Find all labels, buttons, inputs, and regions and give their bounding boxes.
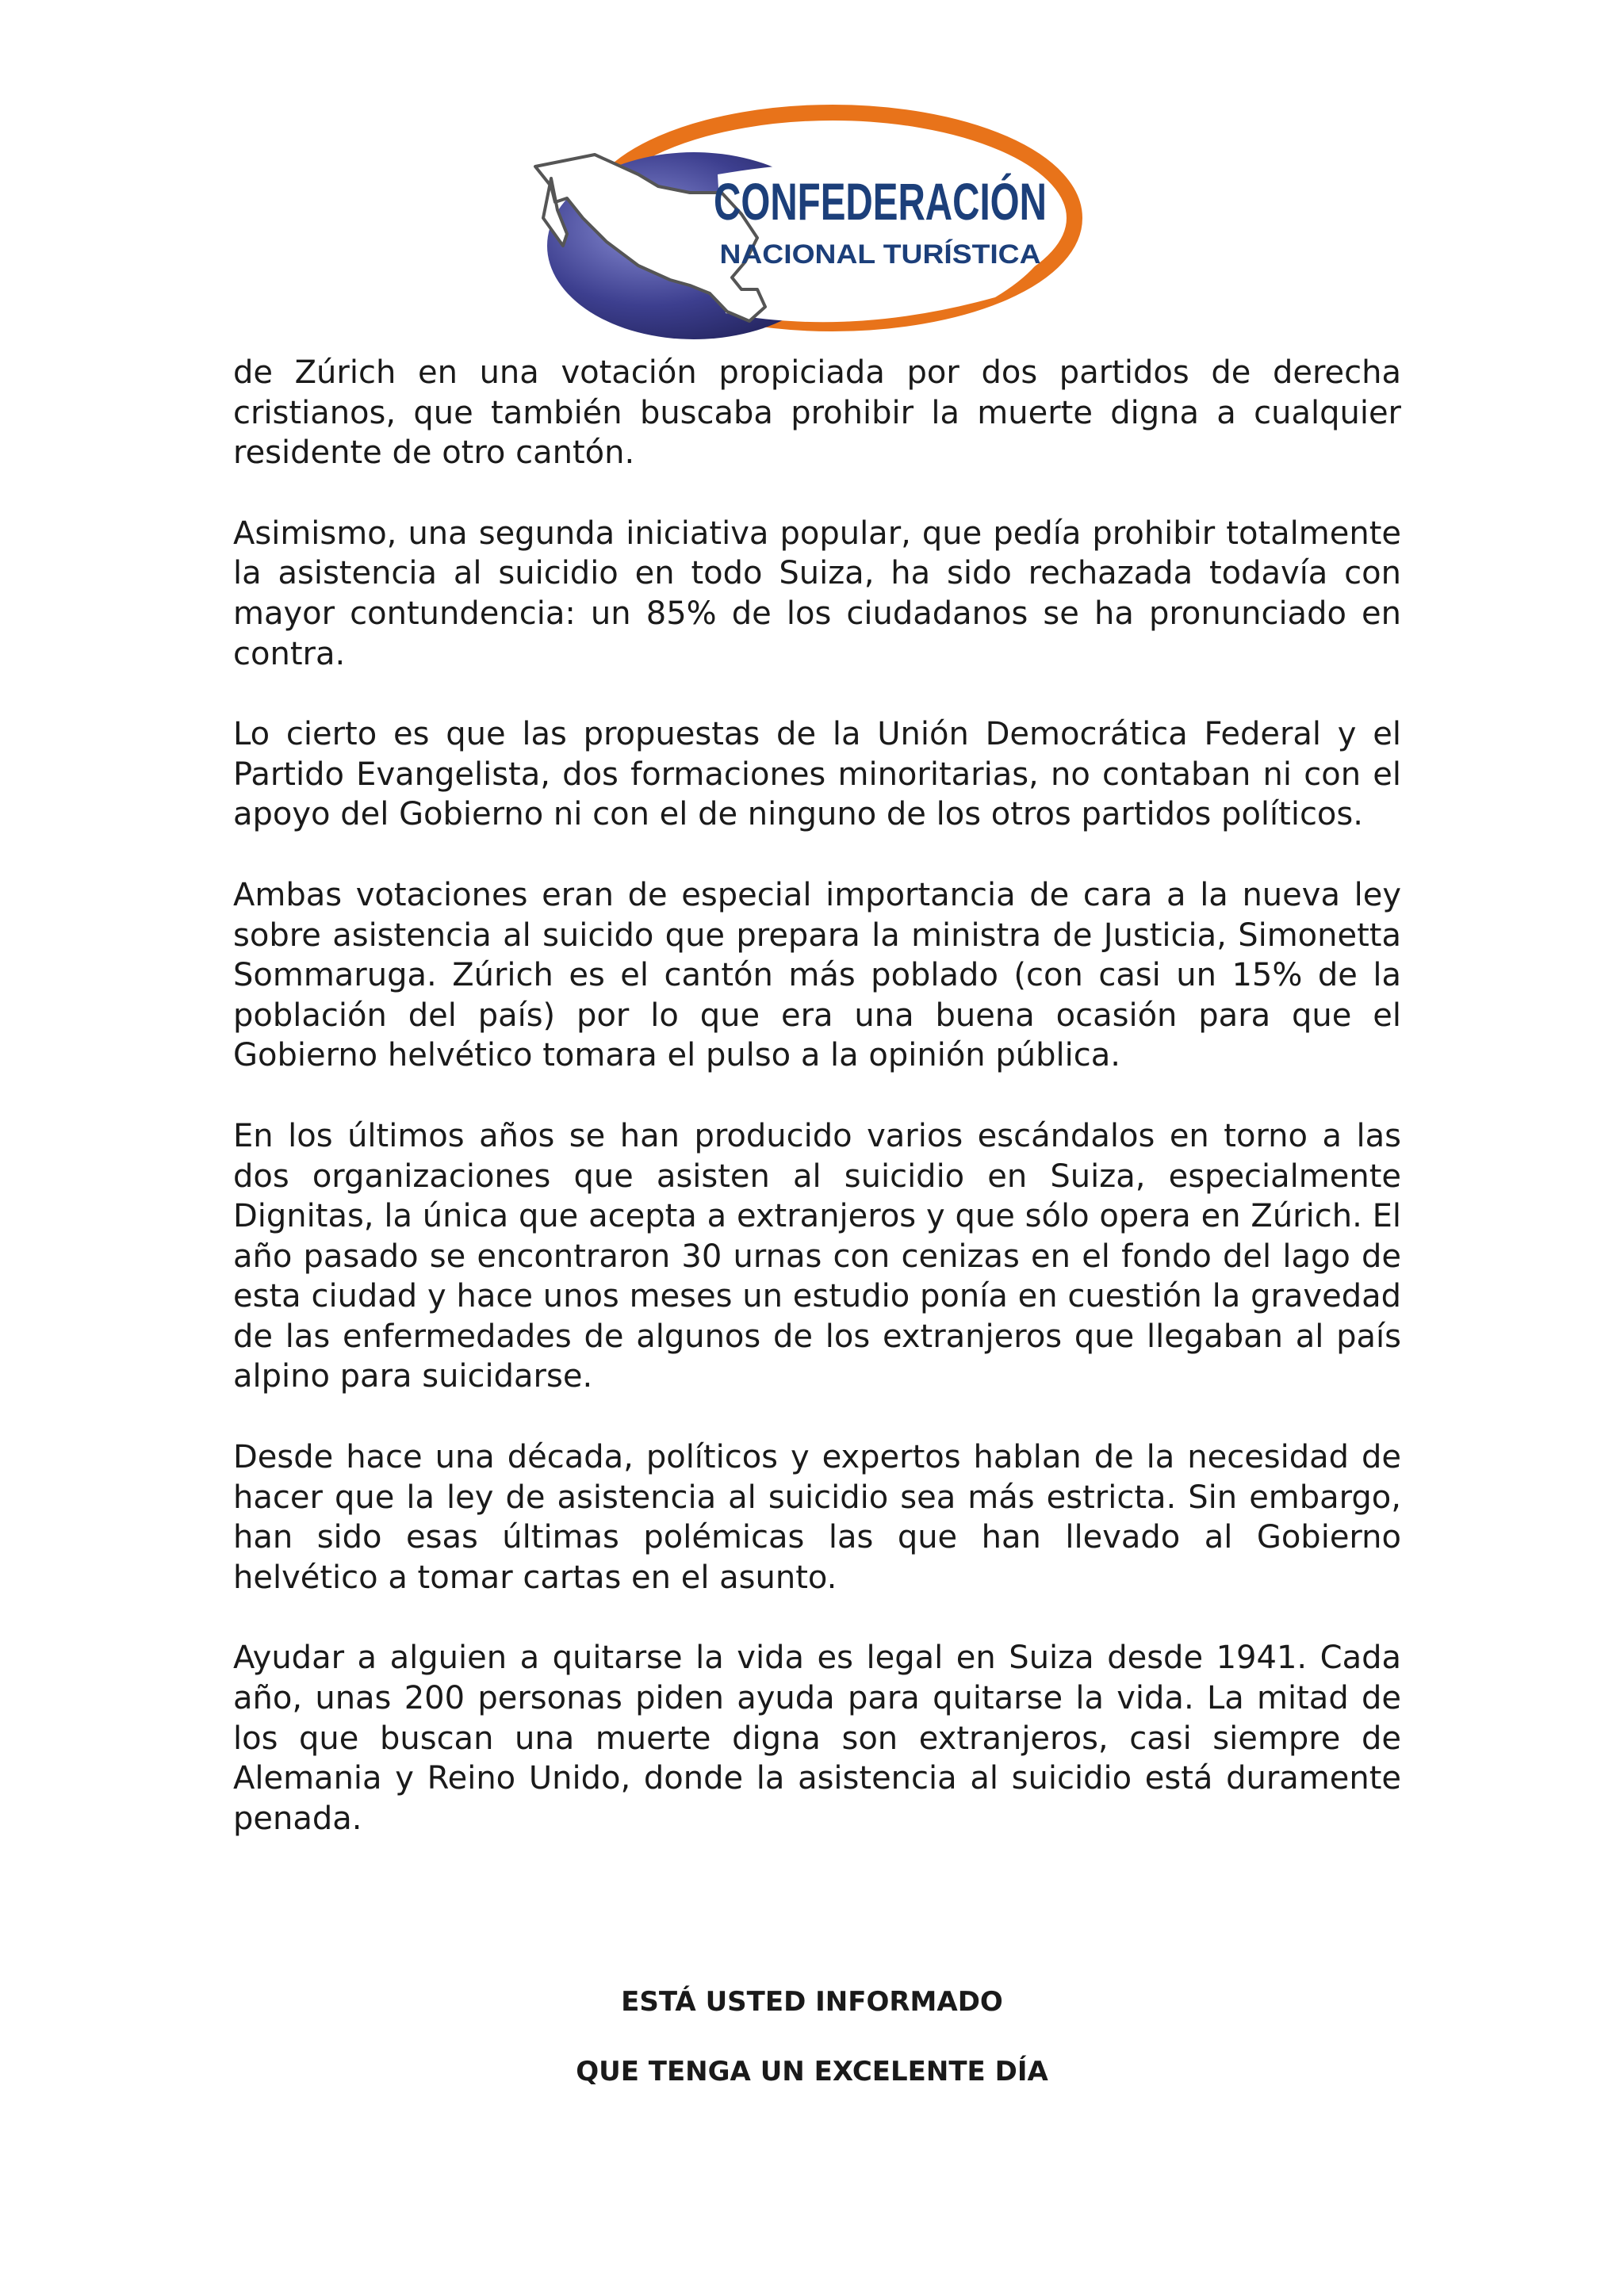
paragraph: Desde hace una década, políticos y expertos hablan de la necesidad de hacer que la ley de asistencia al suicidio sea más estricta. Sin embargo, han sido esas últimas polémicas las que han llevado al Gobierno helvético a tomar cartas en el asunto.	[233, 1439, 1401, 1596]
confederacion-logo	[519, 99, 1090, 345]
article-body	[233, 353, 1401, 1879]
closing-line-greeting: QUE TENGA UN EXCELENTE DÍA	[576, 2056, 1048, 2087]
paragraph: En los últimos años se han producido varios escándalos en torno a las dos organizaciones que asisten al suicidio en Suiza, especialmente Dignitas, la única que acepta a extranjeros y que sólo opera en Zúrich. El año pasado se encontraron 30 urnas con cenizas en el fondo del lago de esta ciudad y hace unos meses un estudio ponía en cuestión la gravedad de las enfermedades de algunos de los extranjeros que llegaban al país alpino para suicidarse.	[233, 1117, 1401, 1395]
logo-title-text: CONFEDERACIÓN	[714, 172, 1047, 231]
logo-subtitle-text: NACIONAL TURÍSTICA	[719, 239, 1041, 270]
closing-line-informed: ESTÁ USTED INFORMADO	[621, 1986, 1003, 2018]
paragraph: de Zúrich en una votación propiciada por dos partidos de derecha cristianos, que también buscaba prohibir la muerte digna a cualquier residente de otro cantón.	[233, 354, 1401, 472]
paragraph: Asimismo, una segunda iniciativa popular, que pedía prohibir totalmente la asistencia al suicidio en todo Suiza, ha sido rechazada todavía con mayor contundencia: un 85% de los ciudadanos se ha pronunciado en contra.	[233, 515, 1401, 672]
paragraph: Lo cierto es que las propuestas de la Unión Democrática Federal y el Partido Evangelista, dos formaciones minoritarias, no contaban ni con el apoyo del Gobierno ni con el de ninguno de los otros partidos políticos.	[233, 716, 1401, 833]
paragraph: Ambas votaciones eran de especial importancia de cara a la nueva ley sobre asistencia al suicido que prepara la ministra de Justicia, Simonetta Sommaruga. Zúrich es el cantón más poblado (con casi un 15% de la población del país) por lo que era una buena ocasión para que el Gobierno helvético tomara el pulso a la opinión pública.	[233, 876, 1401, 1074]
paragraph: Ayudar a alguien a quitarse la vida es legal en Suiza desde 1941. Cada año, unas 200 personas piden ayuda para quitarse la vida. La mitad de los que buscan una muerte digna son extranjeros, casi siempre de Alemania y Reino Unido, donde la asistencia al suicidio está duramente penada.	[233, 1640, 1401, 1837]
